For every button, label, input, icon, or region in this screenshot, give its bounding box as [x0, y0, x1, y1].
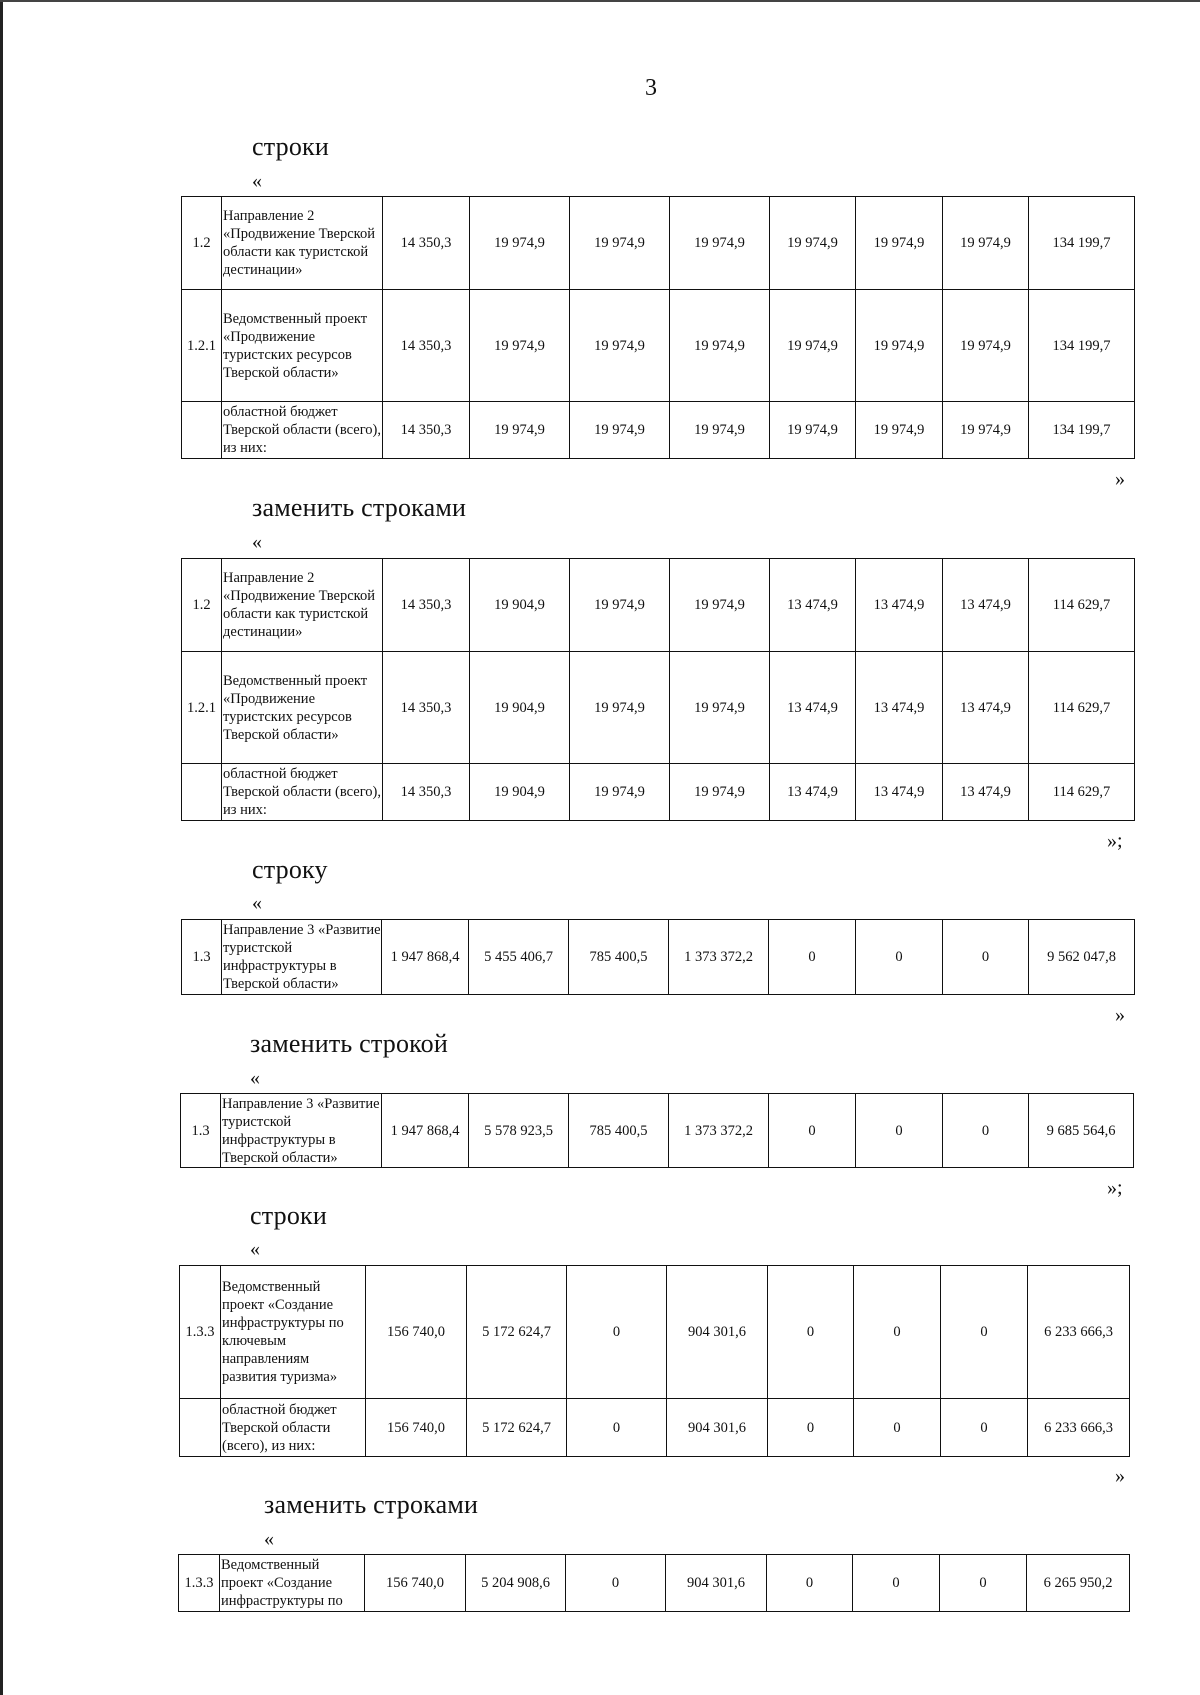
value-cell: 14 350,3	[383, 559, 470, 652]
value-cell: 5 204 908,6	[466, 1555, 566, 1612]
value-cell: 19 974,9	[670, 290, 770, 402]
value-cell: 19 974,9	[670, 559, 770, 652]
value-cell: 0	[768, 1399, 854, 1457]
row-name: Ведомственный проект «Создание инфраструктуры по ключевым направлениям развития туризма»	[221, 1266, 366, 1399]
value-cell: 0	[853, 1555, 940, 1612]
value-cell: 19 974,9	[570, 764, 670, 821]
value-cell: 19 974,9	[570, 402, 670, 459]
row-code: 1.2.1	[182, 290, 222, 402]
row-name: Ведомственный проект «Продвижение туристских ресурсов Тверской области»	[222, 290, 383, 402]
value-cell: 14 350,3	[383, 290, 470, 402]
value-cell: 19 974,9	[856, 197, 943, 290]
row-code	[180, 1399, 221, 1457]
value-cell: 0	[566, 1555, 666, 1612]
value-cell: 19 904,9	[470, 652, 570, 764]
scan-edge-left	[0, 0, 3, 1695]
row-name: Направление 3 «Развитие туристской инфраструктуры в Тверской области»	[222, 1095, 380, 1166]
value-cell: 14 350,3	[383, 764, 470, 821]
row-name: Направление 2 «Продвижение Тверской области как туристской дестинации»	[222, 559, 383, 652]
value-cell: 19 974,9	[470, 402, 570, 459]
value-cell: 1 947 868,4	[382, 920, 469, 995]
value-cell: 19 974,9	[770, 402, 856, 459]
row-name: Ведомственный проект «Продвижение туристских ресурсов Тверской области»	[222, 652, 383, 764]
table-3	[181, 919, 1135, 995]
value-cell: 0	[567, 1399, 667, 1457]
quote-close-4: »;	[1107, 1177, 1123, 1199]
heading-3: строку	[252, 855, 328, 884]
row-code: 1.3	[181, 1094, 221, 1168]
value-cell: 19 974,9	[670, 402, 770, 459]
value-cell: 1 947 868,4	[382, 1094, 469, 1168]
value-cell: 19 974,9	[856, 290, 943, 402]
value-cell: 785 400,5	[569, 1094, 669, 1168]
table-6	[178, 1554, 1130, 1612]
quote-open-2: «	[252, 531, 262, 553]
value-cell: 19 974,9	[570, 197, 670, 290]
value-cell: 0	[941, 1399, 1028, 1457]
value-cell: 19 904,9	[470, 559, 570, 652]
value-cell: 13 474,9	[770, 764, 856, 821]
row-name: Направление 3 «Развитие туристской инфраструктуры в Тверской области»	[222, 920, 382, 995]
value-cell: 0	[854, 1399, 941, 1457]
row-code: 1.3.3	[179, 1555, 220, 1612]
table-row	[182, 559, 1135, 652]
value-cell: 13 474,9	[856, 764, 943, 821]
value-cell: 0	[567, 1266, 667, 1399]
value-cell: 0	[940, 1555, 1027, 1612]
value-cell: 0	[769, 1094, 856, 1168]
value-cell: 5 578 923,5	[469, 1094, 569, 1168]
value-cell: 13 474,9	[856, 559, 943, 652]
value-cell: 5 172 624,7	[467, 1266, 567, 1399]
row-code: 1.2	[182, 559, 222, 652]
value-cell: 0	[856, 920, 943, 995]
value-cell: 19 974,9	[570, 559, 670, 652]
row-name: областной бюджет Тверской области (всего), из них:	[222, 764, 383, 821]
value-cell: 156 740,0	[366, 1399, 467, 1457]
table-row	[179, 1555, 1130, 1612]
table-5	[179, 1265, 1130, 1457]
row-name: областной бюджет Тверской области (всего), из них:	[221, 1399, 366, 1457]
value-cell: 0	[941, 1266, 1028, 1399]
value-cell: 14 350,3	[383, 652, 470, 764]
quote-open-6: «	[264, 1528, 274, 1550]
quote-close-3: »	[1115, 1004, 1125, 1026]
table-row	[182, 764, 1135, 821]
table-2	[181, 558, 1135, 821]
heading-6: заменить строками	[264, 1490, 479, 1519]
total-cell: 6 233 666,3	[1028, 1266, 1130, 1399]
value-cell: 904 301,6	[667, 1266, 768, 1399]
value-cell: 13 474,9	[943, 652, 1029, 764]
quote-open-4: «	[250, 1067, 260, 1089]
total-cell: 114 629,7	[1029, 652, 1135, 764]
value-cell: 19 974,9	[670, 197, 770, 290]
table-row	[182, 652, 1135, 764]
table-row	[180, 1266, 1130, 1399]
value-cell: 13 474,9	[856, 652, 943, 764]
row-name: Ведомственный проект «Создание инфраструктуры по	[220, 1555, 365, 1612]
heading-5: строки	[250, 1201, 327, 1230]
quote-open-1: «	[252, 170, 262, 192]
value-cell: 19 974,9	[943, 402, 1029, 459]
value-cell: 1 373 372,2	[669, 920, 769, 995]
row-name: областной бюджет Тверской области (всего), из них:	[222, 402, 383, 459]
total-cell: 134 199,7	[1029, 197, 1135, 290]
value-cell: 0	[943, 1094, 1029, 1168]
quote-open-5: «	[250, 1238, 260, 1260]
total-cell: 9 562 047,8	[1029, 920, 1135, 995]
value-cell: 19 974,9	[770, 290, 856, 402]
heading-1: строки	[252, 132, 329, 161]
total-cell: 134 199,7	[1029, 290, 1135, 402]
table-row	[181, 1094, 1134, 1168]
value-cell: 13 474,9	[943, 559, 1029, 652]
value-cell: 14 350,3	[383, 197, 470, 290]
table-row	[182, 290, 1135, 402]
quote-close-1: »	[1115, 468, 1125, 490]
value-cell: 19 974,9	[570, 290, 670, 402]
value-cell: 13 474,9	[943, 764, 1029, 821]
table-row	[182, 197, 1135, 290]
heading-2: заменить строками	[252, 493, 467, 522]
value-cell: 19 974,9	[670, 652, 770, 764]
value-cell: 156 740,0	[365, 1555, 466, 1612]
row-code	[182, 402, 222, 459]
total-cell: 134 199,7	[1029, 402, 1135, 459]
value-cell: 19 974,9	[570, 652, 670, 764]
value-cell: 5 172 624,7	[467, 1399, 567, 1457]
value-cell: 0	[768, 1266, 854, 1399]
value-cell: 19 974,9	[770, 197, 856, 290]
value-cell: 1 373 372,2	[669, 1094, 769, 1168]
row-code: 1.3.3	[180, 1266, 221, 1399]
page-number: 3	[645, 75, 657, 101]
value-cell: 19 974,9	[670, 764, 770, 821]
value-cell: 14 350,3	[383, 402, 470, 459]
table-row	[182, 402, 1135, 459]
table-4	[180, 1093, 1134, 1168]
row-code: 1.3	[182, 920, 222, 995]
table-1	[181, 196, 1135, 459]
total-cell: 9 685 564,6	[1029, 1094, 1134, 1168]
total-cell: 6 265 950,2	[1027, 1555, 1130, 1612]
value-cell: 156 740,0	[366, 1266, 467, 1399]
scan-edge-top	[0, 0, 1200, 2]
table-row	[180, 1399, 1130, 1457]
value-cell: 5 455 406,7	[469, 920, 569, 995]
value-cell: 19 974,9	[943, 197, 1029, 290]
value-cell: 13 474,9	[770, 652, 856, 764]
value-cell: 904 301,6	[667, 1399, 768, 1457]
quote-close-5: »	[1115, 1465, 1125, 1487]
value-cell: 0	[943, 920, 1029, 995]
quote-open-3: «	[252, 892, 262, 914]
row-code: 1.2	[182, 197, 222, 290]
total-cell: 114 629,7	[1029, 764, 1135, 821]
value-cell: 785 400,5	[569, 920, 669, 995]
heading-4: заменить строкой	[250, 1029, 448, 1058]
value-cell: 19 974,9	[943, 290, 1029, 402]
value-cell: 13 474,9	[770, 559, 856, 652]
row-name: Направление 2 «Продвижение Тверской области как туристской дестинации»	[222, 197, 383, 290]
row-code	[182, 764, 222, 821]
value-cell: 0	[856, 1094, 943, 1168]
value-cell: 0	[854, 1266, 941, 1399]
row-code: 1.2.1	[182, 652, 222, 764]
total-cell: 114 629,7	[1029, 559, 1135, 652]
value-cell: 19 974,9	[856, 402, 943, 459]
value-cell: 0	[767, 1555, 853, 1612]
total-cell: 6 233 666,3	[1028, 1399, 1130, 1457]
value-cell: 19 974,9	[470, 290, 570, 402]
value-cell: 904 301,6	[666, 1555, 767, 1612]
value-cell: 0	[769, 920, 856, 995]
quote-close-2: »;	[1107, 830, 1123, 852]
value-cell: 19 974,9	[470, 197, 570, 290]
value-cell: 19 904,9	[470, 764, 570, 821]
table-row	[182, 920, 1135, 995]
